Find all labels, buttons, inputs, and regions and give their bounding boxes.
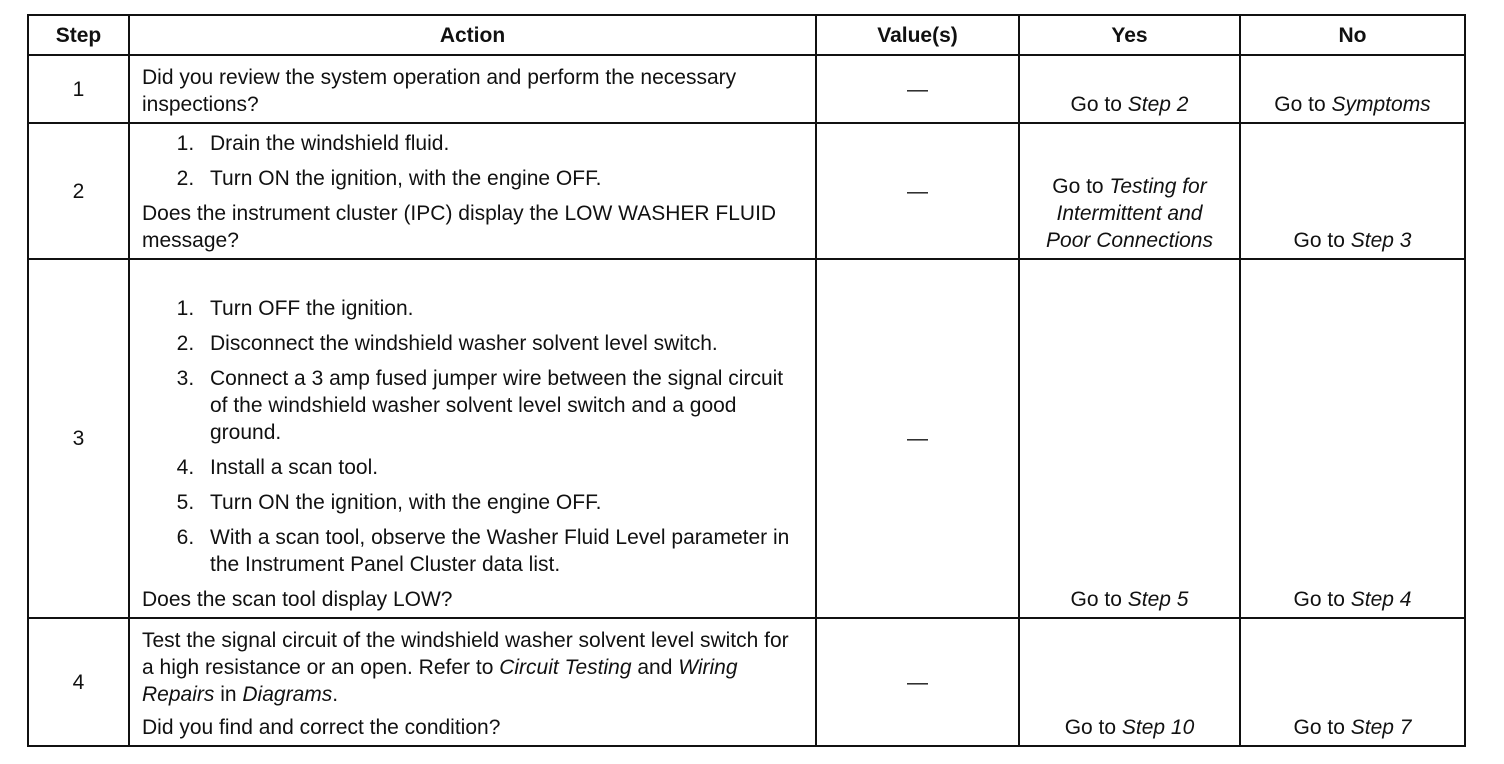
action-cell xyxy=(129,618,816,746)
header-action: Action xyxy=(129,15,816,55)
table-row xyxy=(28,55,1465,123)
action-text xyxy=(142,627,805,708)
value-cell xyxy=(816,55,1019,123)
yes-ref: Step 10 xyxy=(1121,716,1195,739)
yes-prefix: Go to xyxy=(1064,716,1122,739)
no-ref: Step 7 xyxy=(1350,716,1412,739)
action-step: 4. Install a scan tool. xyxy=(200,454,805,481)
table-row xyxy=(28,259,1465,618)
no-cell xyxy=(1240,259,1465,618)
action-steps xyxy=(142,295,805,578)
no-prefix: Go to xyxy=(1293,588,1351,611)
action-step: 1. Turn OFF the ignition. xyxy=(200,295,805,322)
ref-diagrams: Diagrams xyxy=(242,683,333,706)
action-question: Did you find and correct the condition? xyxy=(142,716,501,739)
value-dash: — xyxy=(907,670,928,694)
no-prefix: Go to xyxy=(1274,93,1332,116)
header-row xyxy=(28,15,1465,55)
action-cell xyxy=(129,259,816,618)
action-step: 5. Turn ON the ignition, with the engine OFF. xyxy=(200,489,805,516)
header-step: Step xyxy=(28,15,129,55)
value-dash: — xyxy=(907,427,928,450)
header-values: Value(s) xyxy=(816,15,1019,55)
action-cell xyxy=(129,123,816,259)
value-dash: — xyxy=(907,179,928,203)
step-number: 1 xyxy=(28,55,129,123)
action-text-a: Test the signal circuit of the windshield washer solvent level switch for a high resistance or an open. Refer to xyxy=(142,629,789,679)
step-number: 4 xyxy=(28,618,129,746)
no-cell xyxy=(1240,618,1465,746)
header-yes: Yes xyxy=(1019,15,1240,55)
value-cell xyxy=(816,618,1019,746)
action-step: 2. Disconnect the windshield washer solvent level switch. xyxy=(200,330,805,357)
yes-cell xyxy=(1019,123,1240,259)
yes-ref: Step 2 xyxy=(1127,93,1189,116)
diagnostic-table xyxy=(27,14,1466,747)
no-cell xyxy=(1240,55,1465,123)
no-ref: Step 3 xyxy=(1350,229,1412,252)
value-cell xyxy=(816,123,1019,259)
value-cell xyxy=(816,259,1019,618)
action-step: 1. Drain the windshield fluid. xyxy=(200,130,805,157)
step-number: 3 xyxy=(28,259,129,618)
yes-cell xyxy=(1019,618,1240,746)
step-number: 2 xyxy=(28,123,129,259)
action-step: 6. With a scan tool, observe the Washer Fluid Level parameter in the Instrument Panel Cluster data list. xyxy=(200,524,805,578)
yes-cell xyxy=(1019,55,1240,123)
ref-wiring-repairs: Wiring Repairs xyxy=(142,656,738,706)
action-text-d: . xyxy=(332,683,339,706)
no-prefix: Go to xyxy=(1293,716,1351,739)
ref-circuit-testing: Circuit Testing xyxy=(499,656,632,679)
table-row xyxy=(28,123,1465,259)
header-no: No xyxy=(1240,15,1465,55)
table-row xyxy=(28,618,1465,746)
no-prefix: Go to xyxy=(1293,229,1351,252)
action-question: Did you review the system operation and perform the necessary inspections? xyxy=(142,66,737,116)
yes-ref: Testing for Intermittent and Poor Connections xyxy=(1046,175,1213,252)
action-question: Does the instrument cluster (IPC) display the LOW WASHER FLUID message? xyxy=(142,202,777,252)
value-dash: — xyxy=(907,77,928,101)
yes-prefix: Go to xyxy=(1070,588,1128,611)
action-steps xyxy=(142,130,805,192)
yes-ref: Step 5 xyxy=(1127,588,1189,611)
yes-cell xyxy=(1019,259,1240,618)
action-step: 3. Connect a 3 amp fused jumper wire between the signal circuit of the windshield washer solvent level switch and a good ground. xyxy=(200,365,805,446)
action-text-c: in xyxy=(214,683,243,706)
yes-prefix: Go to xyxy=(1070,93,1128,116)
no-ref: Symptoms xyxy=(1331,93,1431,116)
yes-prefix: Go to xyxy=(1052,175,1110,198)
action-question: Does the scan tool display LOW? xyxy=(142,588,453,611)
no-ref: Step 4 xyxy=(1350,588,1412,611)
action-cell xyxy=(129,55,816,123)
action-step: 2. Turn ON the ignition, with the engine OFF. xyxy=(200,165,805,192)
no-cell xyxy=(1240,123,1465,259)
action-text-b: and xyxy=(631,656,679,679)
